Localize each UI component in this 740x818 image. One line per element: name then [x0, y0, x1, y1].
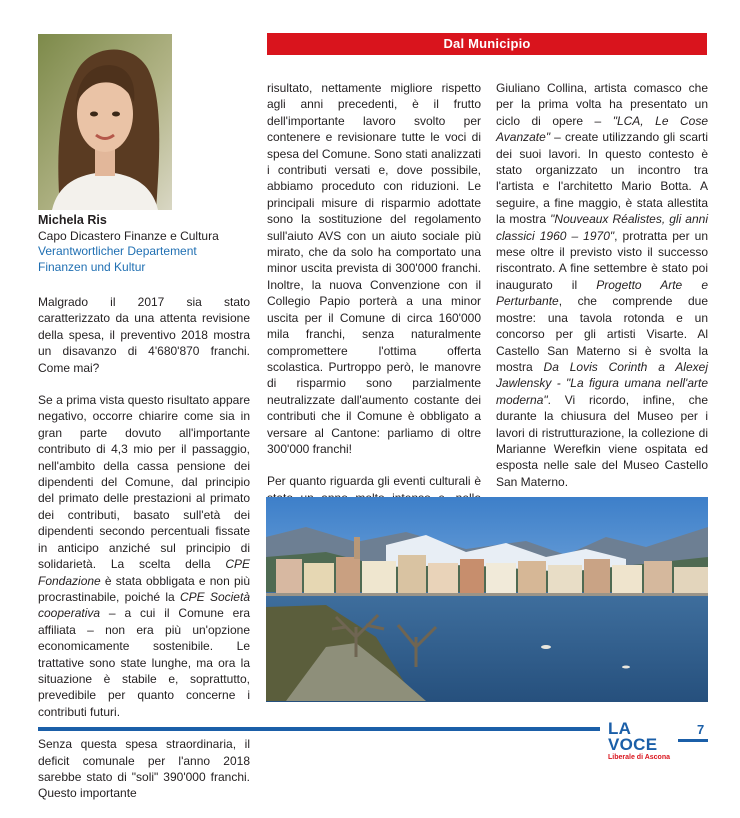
article-column-1	[38, 294, 250, 818]
author-portrait	[38, 34, 172, 210]
paragraph: risultato, nettamente migliore rispetto agli anni precedenti, è il frutto dell'importante lavoro svolto per contenere e revisionare tutte le voci di spesa del Comune. Sono stati analizzati i contributi versati e, dove possibile, abbiamo proceduto con riduzioni. Le principali misure di risparmio adottate sono la sostituzione del regolamento sull'aiuto AVS con un aiuto sociale più mirato, che da solo ha comportato una minor uscita prevista di 300'000 franchi. Inoltre, la nuova Convenzione con il Collegio Papio porterà a una minor uscita per il Comune di circa 160'000 mila franchi, senza naturalmente compromettere l'ottima offerta scolastica. Purtroppo però, le manovre di risparmio sono parzialmente neutralizzate dall'aumento costante dei contributi che il Comune è obbligato a versare al Cantone: parliamo di oltre 300'000 franchi!	[267, 81, 481, 456]
la-voce-logo: LA VOCE Liberale di Ascona	[608, 719, 670, 761]
paragraph: Malgrado il 2017 sia stato caratterizzato da una attenta revisione della spesa, il preventivo 2018 mostra un disavanzo di 4'680'870 franchi. Come mai?	[38, 295, 250, 375]
ascona-lakefront-photo	[266, 497, 708, 701]
paragraph: Per quanto riguarda gli eventi culturali è	[267, 474, 481, 489]
paragraph: Se a prima vista questo risultato appare negativo, occorre chiarire come sia in gran parte dovuto all'importante contributo di 4,3 mio per il passaggio, nell'ambito della cassa pensione dei dipendenti del Comune, dal principio del primato delle prestazioni al primato dei contributi, basato sull'età dei dipendenti secondo percentuali fissate in anticipo anziché sul principio di solidarietà. La scelta della CPE Fondazione è stata obbligata e non più procrastinabile, poiché la CPE Società cooperativa – a cui il Comune era affiliata – non era più un'opzione economicamente sostenibile. Le trattative sono state lunghe, ma ora la situazione è stabile e, soprattutto, prevedibile per quanto concerne i contributi futuri.	[38, 393, 250, 719]
footer-rule-right	[678, 739, 708, 742]
author-name: Michela Ris	[38, 213, 107, 227]
author-role: Capo Dicastero Finanze e Cultura	[38, 228, 219, 243]
author-block	[38, 213, 238, 275]
paragraph: Giuliano Collina, artista comasco che per la prima volta ha presentato un ciclo di opere – "LCA, Le Cose Avanzate" – create utilizzando gli scarti dei suoi lavori. In questo contesto è stato organizzato un incontro tra l'artista e l'architetto Mario Botta. A seguire, a fine maggio, è stata allestita la mostra "Nouveaux Réalistes, gli anni classici 1960 – 1970", protratta per un mese oltre il previsto visto il successo riscontrato. A fine settembre è stato poi inaugurato il Progetto Arte e Perturbante, che comprende due mostre: una tavola rotonda e un concorso per gli artisti Visarte. Al Castello San Materno si è svolta la mostra Da Lovis Corinth a Alexej Jawlensky - "La figura umana nell'arte moderna". Vi ricordo, infine, che durante la chiusura del Museo per i lavori di ristrutturazione, la collezione di Marianne Werefkin viene ospitata ed esposta nelle sale del Museo Castello San Materno.	[496, 81, 708, 489]
author-role-de-line1: Verantwortlicher Departement	[38, 244, 197, 258]
section-header: Dal Municipio	[267, 33, 707, 55]
page-number: 7	[697, 722, 705, 737]
footer-rule	[38, 727, 600, 731]
paragraph: Senza questa spesa straordinaria, il deficit comunale per l'anno 2018 sarebbe stato di "soli" 390'000 franchi. Questo importante	[38, 737, 250, 801]
author-role-de-line2: Finanzen und Kultur	[38, 259, 146, 274]
